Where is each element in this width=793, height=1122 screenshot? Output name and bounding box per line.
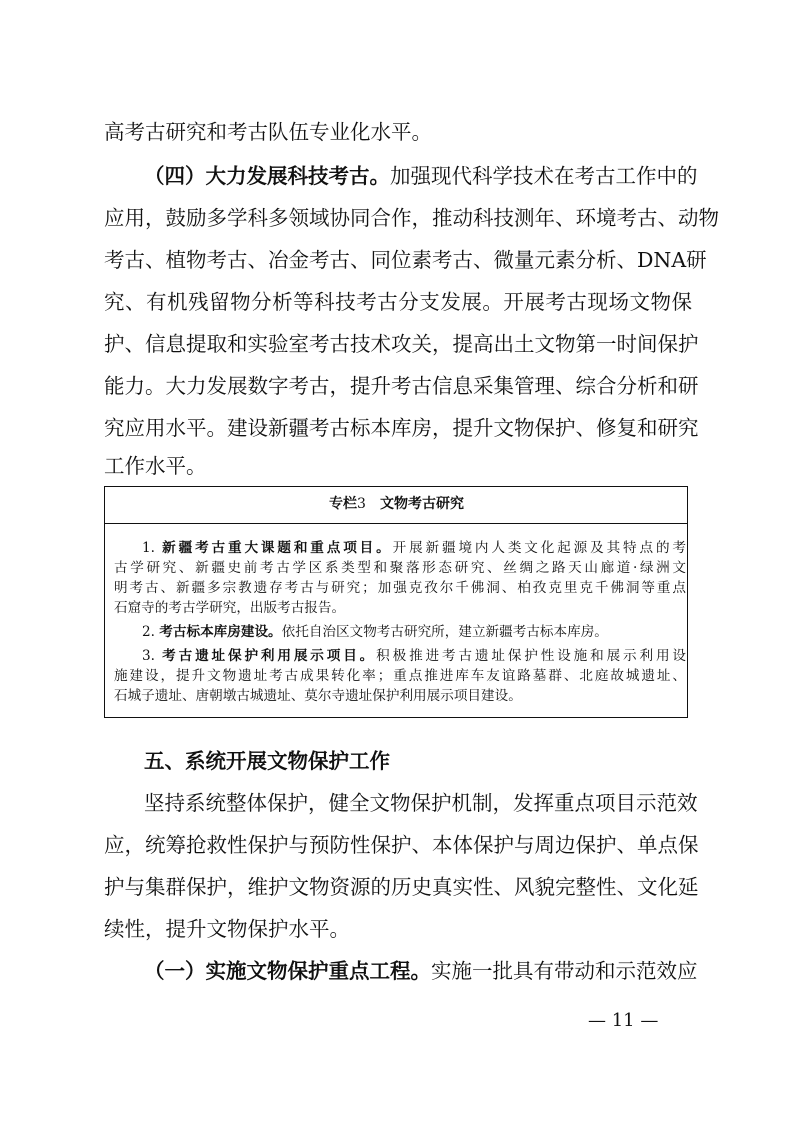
subsection-heading: （一）实施文物保护重点工程。 bbox=[144, 959, 431, 983]
paragraph-line: 应用，鼓励多学科多领域协同合作，推动科技测年、环境考古、动物 bbox=[104, 206, 719, 230]
item-heading: 新疆考古重大课题和重点项目。 bbox=[162, 540, 393, 556]
paragraph-line: 能力。大力发展数字考古，提升考古信息采集管理、综合分析和研 bbox=[104, 374, 699, 398]
box-line: 石城子遗址、唐朝墩古城遗址、莫尔寺遗址保护利用展示项目建设。 bbox=[114, 688, 522, 704]
text-span: 依托自治区文物考古研究所，建立新疆考古标本库房。 bbox=[281, 624, 608, 640]
text-span: 加强现代科学技术在考古工作中的 bbox=[390, 164, 698, 188]
box-line: 古学研究、新疆史前考古学区系类型和聚落形态研究、丝绸之路天山廊道·绿洲文 bbox=[114, 560, 686, 576]
paragraph-line: 高考古研究和考古队伍专业化水平。 bbox=[104, 120, 432, 144]
item-heading: 考古遗址保护利用展示项目。 bbox=[162, 648, 377, 664]
box-line bbox=[114, 537, 686, 559]
paragraph-line: 应，统筹抢救性保护与预防性保护、本体保护与周边保护、单点保 bbox=[104, 833, 699, 857]
paragraph-line bbox=[104, 162, 698, 190]
subsection-heading: （四）大力发展科技考古。 bbox=[144, 164, 390, 188]
paragraph-line: 续性，提升文物保护水平。 bbox=[104, 917, 350, 941]
box-heading: 文物考古研究 bbox=[379, 496, 464, 512]
text-span: 实施一批具有带动和示范效应 bbox=[431, 959, 698, 983]
section-title: 五、系统开展文物保护工作 bbox=[144, 749, 390, 773]
box-number: 3 bbox=[357, 496, 366, 512]
paragraph-line: 究应用水平。建设新疆考古标本库房，提升文物保护、修复和研究 bbox=[104, 416, 699, 440]
text-span: 积极推进考古遗址保护性设施和展示利用设 bbox=[376, 648, 687, 664]
item-number: 1. bbox=[142, 540, 163, 556]
paragraph-line bbox=[104, 957, 698, 985]
text-span: 坚持系统整体保护，健全文物保护机制，发挥重点项目示范效 bbox=[144, 791, 698, 815]
box-prefix: 专栏 bbox=[329, 496, 358, 512]
item-number: 2. bbox=[142, 624, 160, 640]
box-line bbox=[114, 645, 686, 667]
box-line: 明考古、新疆多宗教遗存考古与研究；加强克孜尔千佛洞、柏孜克里克千佛洞等重点 bbox=[114, 580, 686, 596]
paragraph-line: 护、信息提取和实验室考古技术攻关，提高出土文物第一时间保护 bbox=[104, 332, 699, 356]
paragraph-line: 考古、植物考古、冶金考古、同位素考古、微量元素分析、DNA研 bbox=[104, 248, 707, 272]
paragraph-line: 工作水平。 bbox=[104, 454, 207, 478]
text-span: 开展新疆境内人类文化起源及其特点的考 bbox=[392, 540, 687, 556]
paragraph-line: 究、有机残留物分析等科技考古分支发展。开展考古现场文物保 bbox=[104, 290, 692, 314]
box-line bbox=[114, 621, 686, 643]
paragraph-line bbox=[104, 789, 698, 817]
box-title bbox=[0, 494, 793, 514]
paragraph-line: 护与集群保护，维护文物资源的历史真实性、风貌完整性、文化延 bbox=[104, 875, 699, 899]
item-heading: 考古标本库房建设。 bbox=[159, 624, 282, 640]
box-line: 施建设，提升文物遗址考古成果转化率；重点推进库车友谊路墓群、北庭故城遗址、 bbox=[114, 668, 686, 684]
page-number: — 11 — bbox=[588, 1010, 659, 1031]
box-divider bbox=[104, 523, 688, 524]
item-number: 3. bbox=[142, 648, 163, 664]
box-line: 石窟寺的考古学研究，出版考古报告。 bbox=[114, 600, 346, 616]
